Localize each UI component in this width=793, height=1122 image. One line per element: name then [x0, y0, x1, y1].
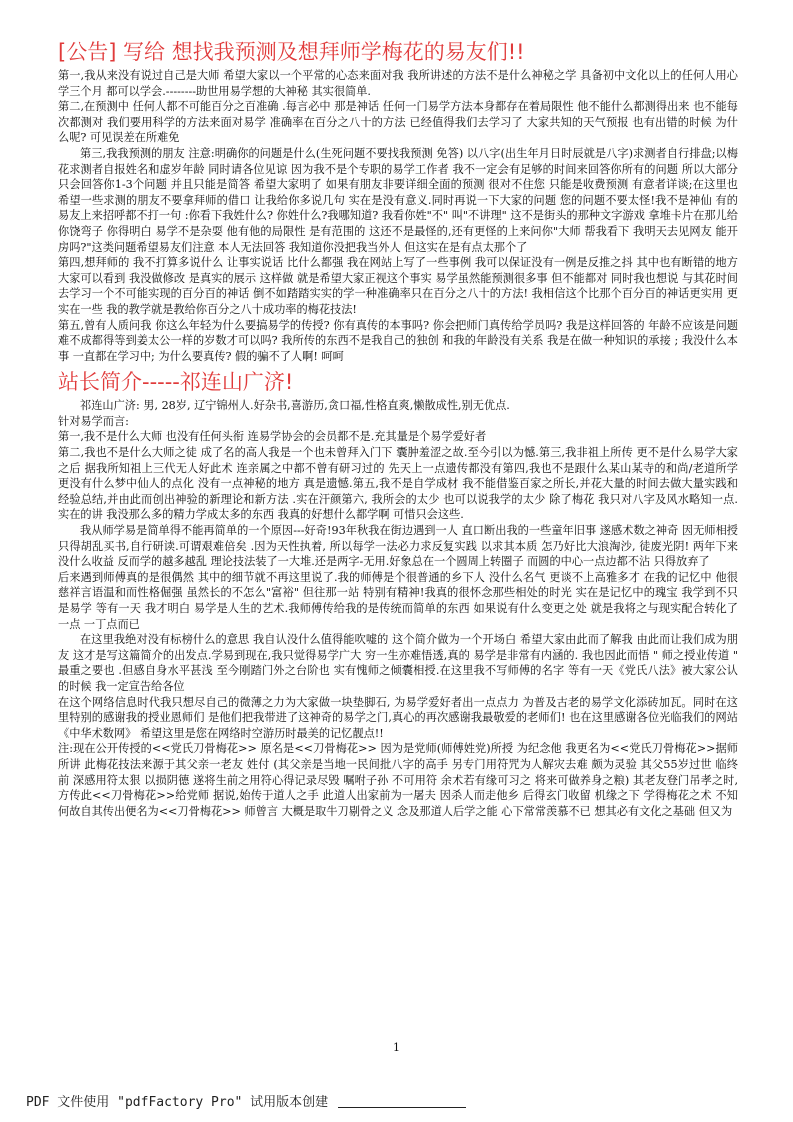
- pdf-footer: [26, 1091, 466, 1110]
- bio-paragraph-5: 在这里我绝对没有标榜什么的意思 我自认没什么值得能吹嘘的 这个简介做为一个开场白 希望大家由此而了解我 由此而让我们成为朋友 这才是写这篇简介的出发点.学易到现在,我只觉得易学广大 穷一生亦难悟透,真的 易学是非常有内涵的. 我也因此而悟 " 师之授业传道 " 最重之要也 .但感自身水平甚浅 至今刚踏门外之台阶也 实有愧师之倾囊相授.在这里我不写师傅的名字 等有一天《党氏八法》被大家公认的时候 我一定宣告给各位: [58, 633, 738, 693]
- bio-subhead: 针对易学而言:: [58, 414, 129, 428]
- bio-paragraph-2: 第二,我也不是什么大师之徒 成了名的高人我是一个也未曾拜入门下 囊肿羞涩之故.至今引以为憾.第三,我非祖上所传 更不是什么易学大家之后 据我所知祖上三代无人好此术 连亲属之中都不曾有研习过的 先天上一点遗传都没有第四,我也不是跟什么某山某寺的和尚/老道所学 更没有什么梦中仙人的点化 没有一点神秘的地方 真是遗憾.第五,我不是自学成材 我不能借鉴百家之所长,并花大量的时间去做大量实践和经验总结,并由此而创出神验的新理论和新方法 .实在汗颜第六, 我所会的太少 也可以说我学的太少 除了梅花 我只对八字及风水略知一点.实在的讲 我没那么多的精力学成太多的东西 我真的好想什么都学啊 可惜只会这些.: [58, 446, 738, 522]
- notice-paragraph-5: 第五,曾有人质问我 你这么年轻为什么要搞易学的传授? 你有真传的本事吗? 你会把师门真传给学员吗? 我是这样回答的 年龄不应该是问题 难不成都得等到姜太公一样的岁数才可以吗? 我所传的东西不是我自己的独创 和我的年龄没有关系 我是在做一种知识的承接 ; 我没什么本事 一直都在学习中; 为什么要真传? 假的骗不了人啊! 呵呵: [58, 318, 738, 363]
- pdf-footer-text: PDF 文件使用 "pdfFactory Pro" 试用版本创建: [26, 1095, 329, 1110]
- page-number: 1: [393, 1041, 400, 1054]
- bio-paragraph-1: 第一,我不是什么大师 也没有任何头衔 连易学协会的会员都不是.充其量是个易学爱好者: [58, 430, 487, 444]
- bio-intro: 祁连山广济: 男, 28岁, 辽宁锦州人.好杂书,喜游历,贪口福,性格直爽,懒散成性,别无优点.: [80, 399, 510, 413]
- footer-link-underline[interactable]: [338, 1107, 466, 1108]
- notice-paragraph-2: 第二,在预测中 任何人都不可能百分之百准确 .每言必中 那是神话 任何一门易学方法本身都存在着局限性 他不能什么都测得出来 也不能每次都测对 我们要用科学的方法来面对易学 准确率在百分之八十的方法 已经值得我们去学习了 大家共知的天气预报 也有出错的时候 为什么呢? 可见误差在所难免: [58, 100, 738, 145]
- notice-paragraph-1: 第一,我从来没有说过自己是大师 希望大家以一个平常的心态来面对我 我所讲述的方法不是什么神秘之学 具备初中文化以上的任何人用心学三个月 都可以学会.--------助世用易学想的大神秘 其实很简单.: [58, 69, 738, 98]
- document-page: [58, 38, 738, 819]
- bio-paragraph-7: 注:现在公开传授的<<党氏刀骨梅花>> 原名是<<刀骨梅花>> 因为是党师(师傅姓党)所授 为纪念他 我更名为<<党氏刀骨梅花>>据师所讲 此梅花技法来源于其父亲一老友 姓付 (其父亲是当地一民间批八字的高手 另专门用符咒为人解灾去难 颇为灵验 其父55岁过世 临终前 深感用符太狠 以损阴德 遂将生前之用符心得记录尽毁 嘱咐子孙 不可用符 余术若有缘可习之 将来可做养身之粮) 其老友登门吊孝之时,方传此<<刀骨梅花>>给党师 据说,始传于道人之手 此道人出家前为一屠夫 因杀人而走他乡 后得玄门收留 机缘之下 学得梅花之术 不知何故自其传出便名为<<刀骨梅花>> 师曾言 大概是取牛刀剔骨之义 念及那道人后学之能 心下常常羡慕不已 想其必有文化之基础 但又为: [58, 742, 738, 818]
- notice-title: [公告] 写给 想找我预测及想拜师学梅花的易友们!!: [58, 40, 525, 64]
- bio-paragraph-6: 在这个网络信息时代我只想尽自己的微薄之力为大家做一块垫脚石, 为易学爱好者出一点点力 为普及古老的易学文化添砖加瓦。同时在这里特别的感谢我的授业恩师们 是他们把我带进了这神奇的易学之门,真心的再次感谢我最敬爱的老师们! 也在这里感谢各位光临我们的网站《中华术数网》 希望这里是您在网络时空游历时最美的记忆靓点!!: [58, 695, 738, 740]
- bio-title: 站长简介-----祁连山广济!: [58, 370, 294, 395]
- bio-paragraph-3: 我从师学易是简单得不能再简单的一个原因---好奇!93年秋我在街边遇到一人 直口断出我的一些童年旧事 遂感术数之神奇 因无师相授只得胡乱买书,自行研读.可谓艰难倍矣 .因为天性执着, 所以每学一法必力求反复实践 以求其本质 怎乃好比大浪淘沙, 徒废光阴! 两年下来没什么收益 反而学的越多越乱 理论技法装了一大堆.还是两字-无用.好象总在一个圆周上转圈子 而圆的中心一点边都不沾 只得放弃了: [58, 524, 738, 569]
- bio-paragraph-4: 后来遇到师傅真的是很偶然 其中的细节就不再这里说了.我的师傅是个很普通的乡下人 没什么名气 更谈不上高雅多才 在我的记忆中 他很慈祥言语温和而性格倔强 虽然长的不怎么"富裕" 但往那一站 特别有精神!我真的很怀念那些相处的时光 实在是记忆中的瑰宝 我学到不只是易学 等有一天 我才明白 易学是人生的艺术.我师傅传给我的是传统而简单的东西 如果说有什么变更之处 就是我将之与现实配合转化了一点 一丁点而已: [58, 570, 738, 631]
- notice-paragraph-3: 第三,我我预测的朋友 注意:明确你的问题是什么(生死问题不要找我预测 免答) 以八字(出生年月日时辰就是八字)求测者自行排盘;以梅花求测者自报姓名和虚岁年龄 同时请各位见谅 因为我不是个专职的易学工作者 我不一定会有足够的时间来回答你所有的问题 所以大部分只会回答你1-3个问题 并且只能是简答 希望大家明了 如果有朋友非要详细全面的预测 很对不住您 只能是收费预测 有意者详谈;在这里也希望一些求测的朋友不要拿拜师的借口 让我给你多说几句 实在是没有意义.同时再说一下大家的问题 您的问题不要太怪!我不是神仙 有的易友上来招呼都不打一句 :你看下我姓什么? 你姓什么?我哪知道? 我看你姓"不" 叫"不讲理" 这不是街头的那种文字游戏 拿堆卡片在那儿给你饶弯子 你得明白 易学不是杂耍 他有他的局限性 是有范围的 这还不是最怪的,还有更怪的上来问你"大师 帮我看下 我明天去见网友 能开房吗?"这类问题希望易友们注意 本人无法回答 我知道你没把我当外人 但这实在是有点太那个了: [58, 146, 738, 254]
- notice-paragraph-4: 第四,想拜师的 我不打算多说什么 让事实说话 比什么都强 我在网站上写了一些事例 我可以保证没有一例是反推之抖 其中也有断错的地方 大家可以看到 我没做修改 是真实的展示 这样做 就是希望大家正视这个事实 易学虽然能预测很多事 但不能都对 同时我也想说 与其花时间去学习一个不可能实现的百分百的神话 倒不如踏踏实实的学一种准确率只在百分之八十的方法! 我相信这个比那个百分百的神话更实用 更实在一些 我的教学就是教给你百分之八十成功率的梅花技法!: [58, 256, 738, 316]
